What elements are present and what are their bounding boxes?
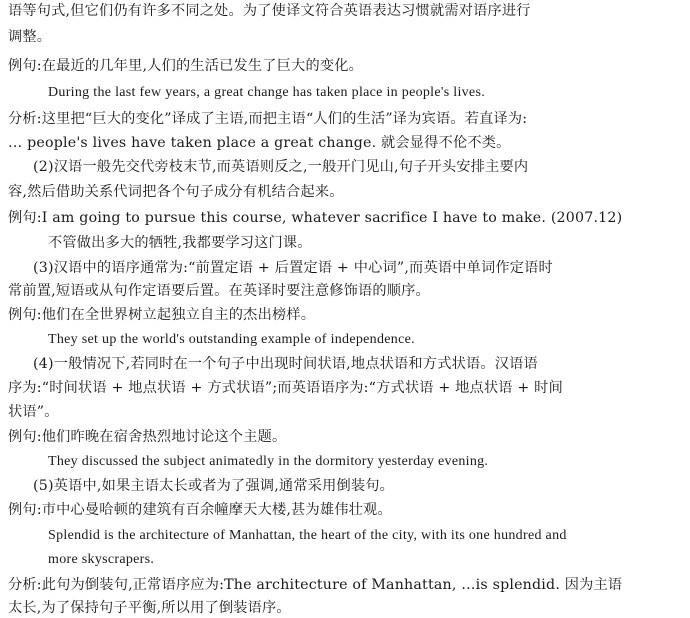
point-2-continuation: 容,然后借助关系代词把各个句子成分有机结合起来。 [8, 184, 344, 200]
point-3-continuation: 常前置,短语或从句作定语要后置。在英译时要注意修饰语的顺序。 [8, 283, 430, 299]
example-translation: more skyscrapers. [48, 552, 155, 567]
example-translation: 不管做出多大的牺牲,我都要学习这门课。 [48, 235, 312, 251]
point-3-heading: (3)汉语中的语序通常为:“前置定语 + 后置定语 + 中心词”,而英语中单词作定语时 [33, 260, 553, 276]
point-4-heading: (4)一般情况下,若同时在一个句子中出现时间状语,地点状语和方式状语。汉语语 [33, 356, 538, 372]
text-line-1: 语等句式,但它们仍有许多不同之处。为了使译文符合英语表达习惯就需对语序进行 [8, 3, 531, 19]
example-label-line: 例句:他们昨晚在宿舍热烈地讨论这个主题。 [8, 429, 287, 445]
analysis-continuation: 太长,为了保持句子平衡,所以用了倒装语序。 [8, 600, 291, 616]
example-translation: During the last few years, a great change has taken place in people's lives. [48, 85, 485, 100]
example-label-line: 例句:在最近的几年里,人们的生活已发生了巨大的变化。 [8, 58, 363, 74]
analysis-line: 分析:这里把“巨大的变化”译成了主语,而把主语“人们的生活”译为宾语。若直译为: [8, 111, 528, 127]
example-translation: They set up the world's outstanding example of independence. [48, 332, 415, 347]
example-translation: Splendid is the architecture of Manhattan, the heart of the city, with its one hundred and [48, 528, 567, 543]
example-label-line: 例句:市中心曼哈顿的建筑有百余幢摩天大楼,甚为雄伟壮观。 [8, 502, 392, 518]
point-2-heading: (2)汉语一般先交代旁枝末节,而英语则反之,一般开门见山,句子开头安排主要内 [33, 159, 529, 175]
text-line-2: 调整。 [8, 29, 52, 45]
point-4-continuation: 状语”。 [8, 404, 59, 420]
point-4-continuation: 序为:“时间状语 + 地点状语 + 方式状语”;而英语语序为:“方式状语 + 地点状语 + 时间 [8, 380, 563, 396]
example-label-line: 例句:他们在全世界树立起独立自主的杰出榜样。 [8, 307, 316, 323]
example-label-line: 例句:I am going to pursue this course, whatever sacrifice I have to make. (2007.12) [8, 210, 623, 226]
analysis-line: 分析:此句为倒装句,正常语序应为:The architecture of Manhattan, …is splendid. 因为主语 [8, 577, 623, 593]
analysis-continuation: … people's lives have taken place a great change. 就会显得不伦不类。 [8, 135, 511, 151]
point-5-heading: (5)英语中,如果主语太长或者为了强调,通常采用倒装句。 [33, 478, 395, 494]
example-translation: They discussed the subject animatedly in the dormitory yesterday evening. [48, 454, 489, 469]
